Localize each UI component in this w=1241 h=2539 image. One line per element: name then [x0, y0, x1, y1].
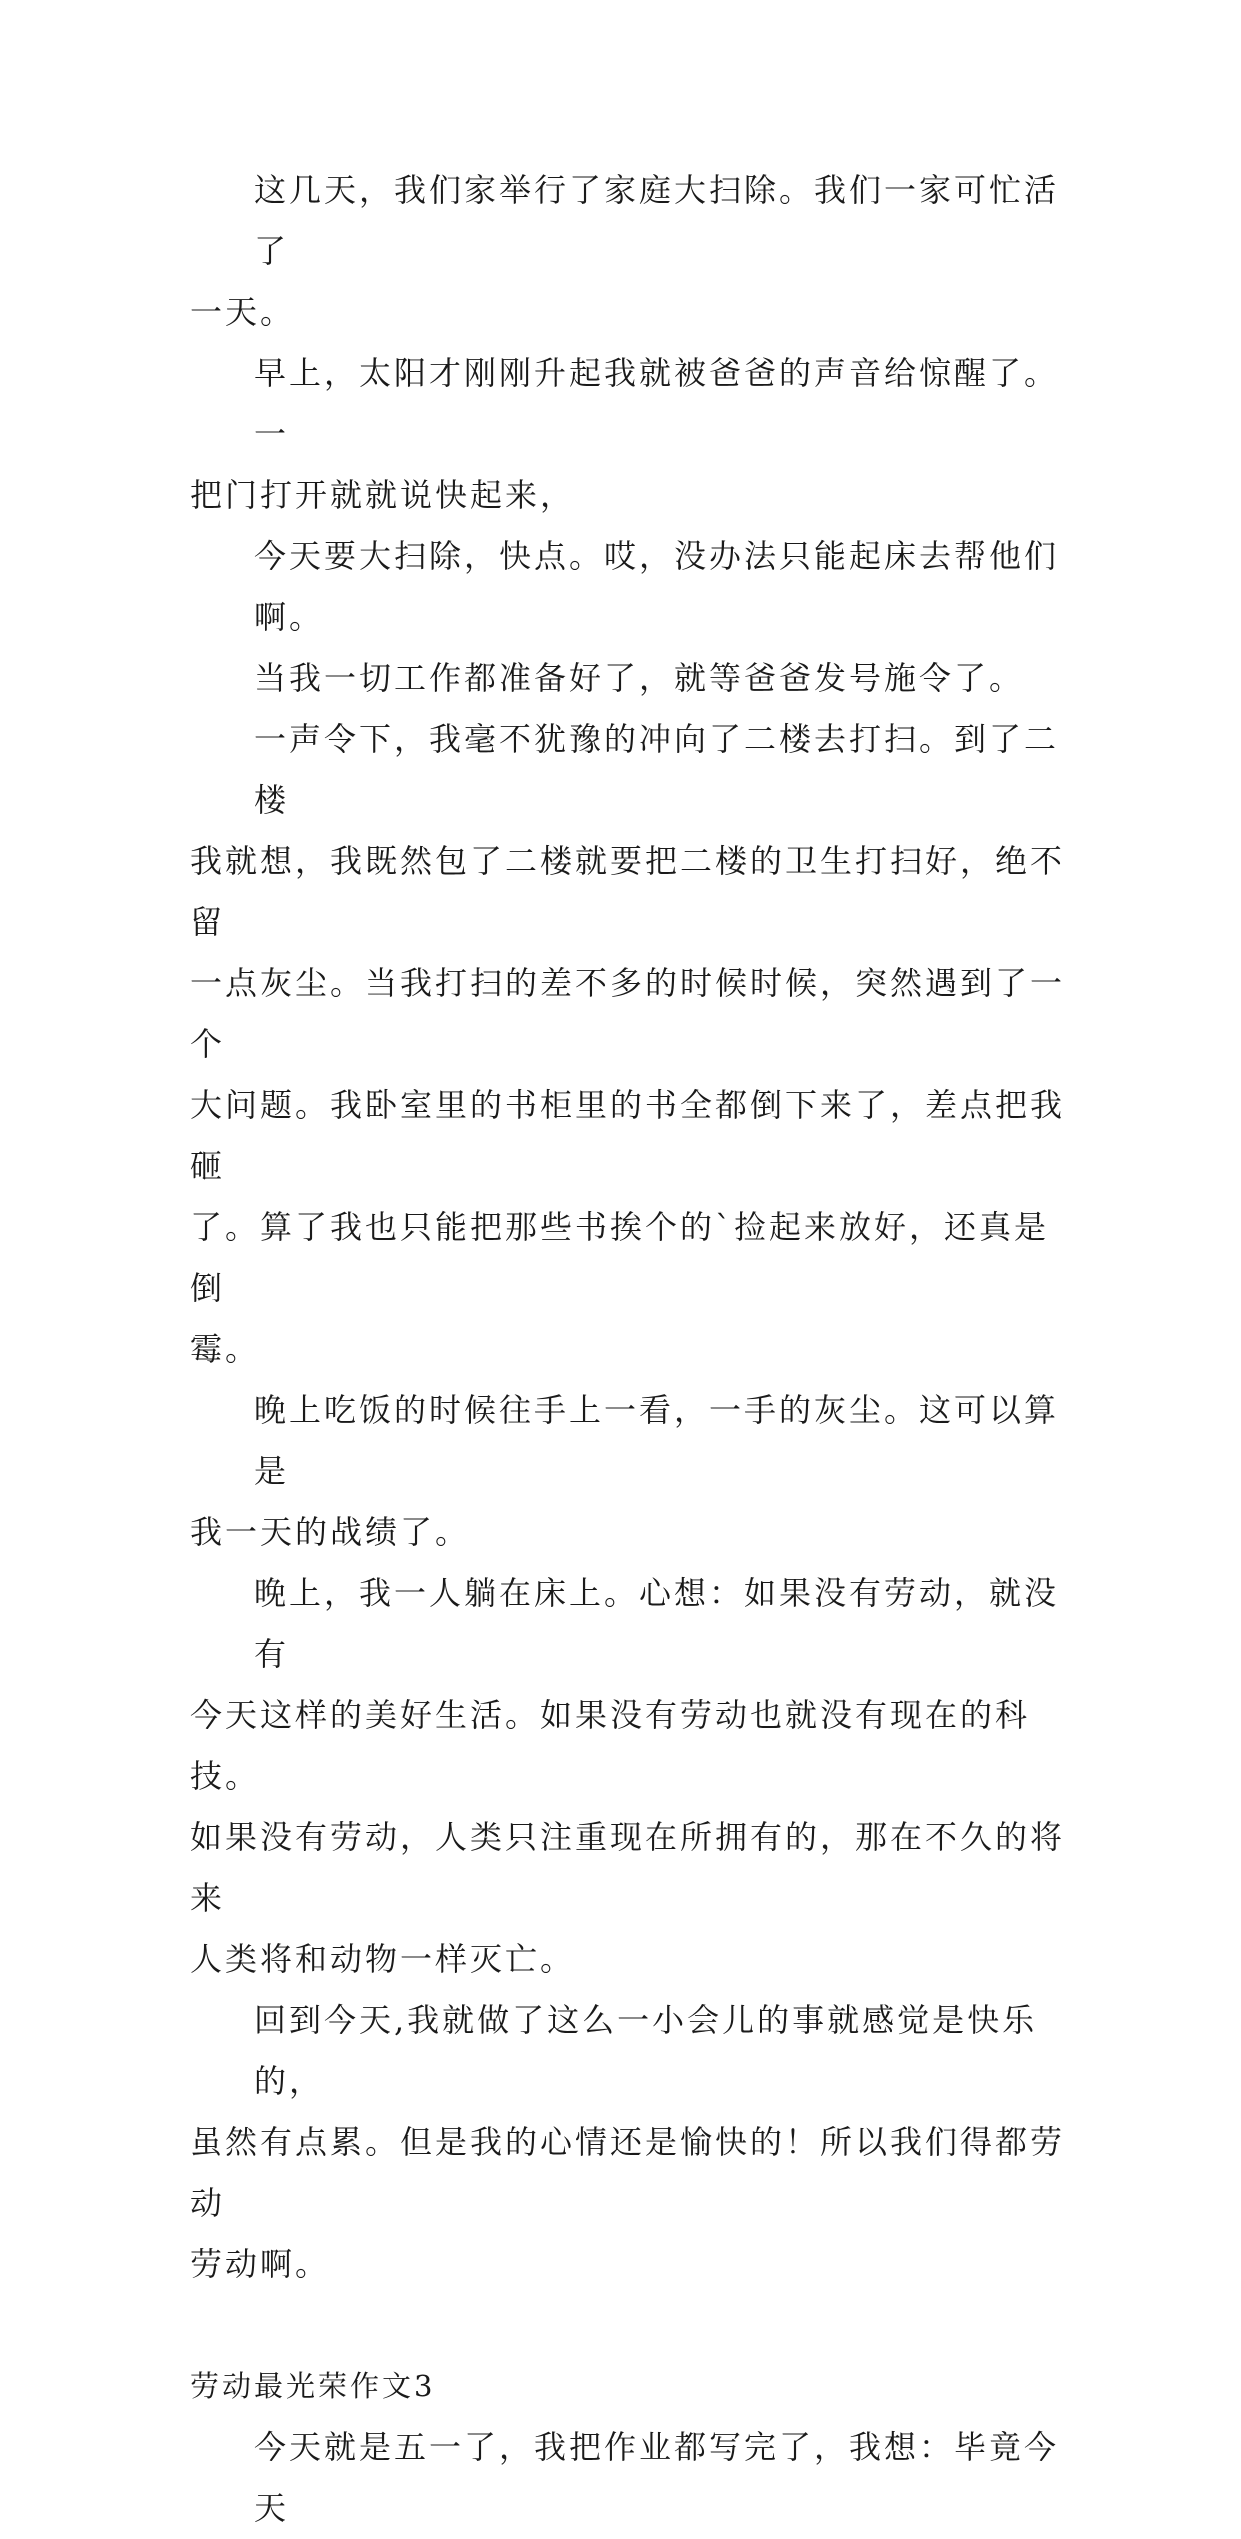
paragraph-line: 一天。 — [190, 293, 296, 331]
document-body — [190, 160, 1070, 2539]
paragraph-line: 今天要大扫除，快点。哎，没办法只能起床去帮他们啊。 — [254, 537, 1060, 636]
paragraph-line: 一点灰尘。当我打扫的差不多的时候时候，突然遇到了一个 — [190, 964, 1066, 1063]
paragraph — [190, 1563, 1070, 1990]
paragraph-line: 把门打开就就说快起来， — [190, 476, 576, 514]
paragraph-line: 今天这样的美好生活。如果没有劳动也就没有现在的科技。 — [190, 1696, 1031, 1795]
paragraph-line: 当我一切工作都准备好了，就等爸爸发号施令了。 — [254, 659, 1025, 697]
paragraph-line: 劳动啊。 — [190, 2245, 331, 2283]
paragraph-line: 我就想，我既然包了二楼就要把二楼的卫生打扫好，绝不留 — [190, 842, 1066, 941]
paragraph-line: 晚上吃饭的时候往手上一看，一手的灰尘。这可以算是 — [254, 1391, 1060, 1490]
paragraph-line: 人类将和动物一样灭亡。 — [190, 1940, 576, 1978]
paragraph — [190, 648, 1070, 709]
paragraph-line: 如果没有劳动，人类只注重现在所拥有的，那在不久的将来 — [190, 1818, 1066, 1917]
paragraph-line: 虽然有点累。但是我的心情还是愉快的！所以我们得都劳动 — [190, 2123, 1066, 2222]
paragraph-line: 一声令下，我毫不犹豫的冲向了二楼去打扫。到了二楼 — [254, 720, 1060, 819]
paragraph-line: 回到今天,我就做了这么一小会儿的事就感觉是快乐的， — [254, 2001, 1038, 2100]
paragraph-line: 霉。 — [190, 1330, 261, 1368]
paragraph — [190, 709, 1070, 1380]
paragraph-line: 大问题。我卧室里的书柜里的书全都倒下来了，差点把我砸 — [190, 1086, 1066, 1185]
paragraph — [190, 343, 1070, 526]
paragraph-line: 今天就是五一了，我把作业都写完了，我想：毕竟今天 — [254, 2428, 1060, 2527]
paragraph — [190, 526, 1070, 648]
paragraph-line: 早上，太阳才刚刚升起我就被爸爸的声音给惊醒了。一 — [254, 354, 1060, 453]
paragraph — [190, 2417, 1070, 2539]
paragraph-line: 这几天，我们家举行了家庭大扫除。我们一家可忙活了 — [254, 171, 1060, 270]
paragraph-line: 了。算了我也只能把那些书挨个的`捡起来放好，还真是倒 — [190, 1208, 1050, 1307]
paragraph-line: 晚上，我一人躺在床上。心想：如果没有劳动，就没有 — [254, 1574, 1060, 1673]
section-heading: 劳动最光荣作文3 — [190, 2369, 436, 2403]
paragraph-line: 我一天的战绩了。 — [190, 1513, 471, 1551]
paragraph — [190, 1380, 1070, 1563]
paragraph — [190, 1990, 1070, 2295]
paragraph — [190, 160, 1070, 343]
